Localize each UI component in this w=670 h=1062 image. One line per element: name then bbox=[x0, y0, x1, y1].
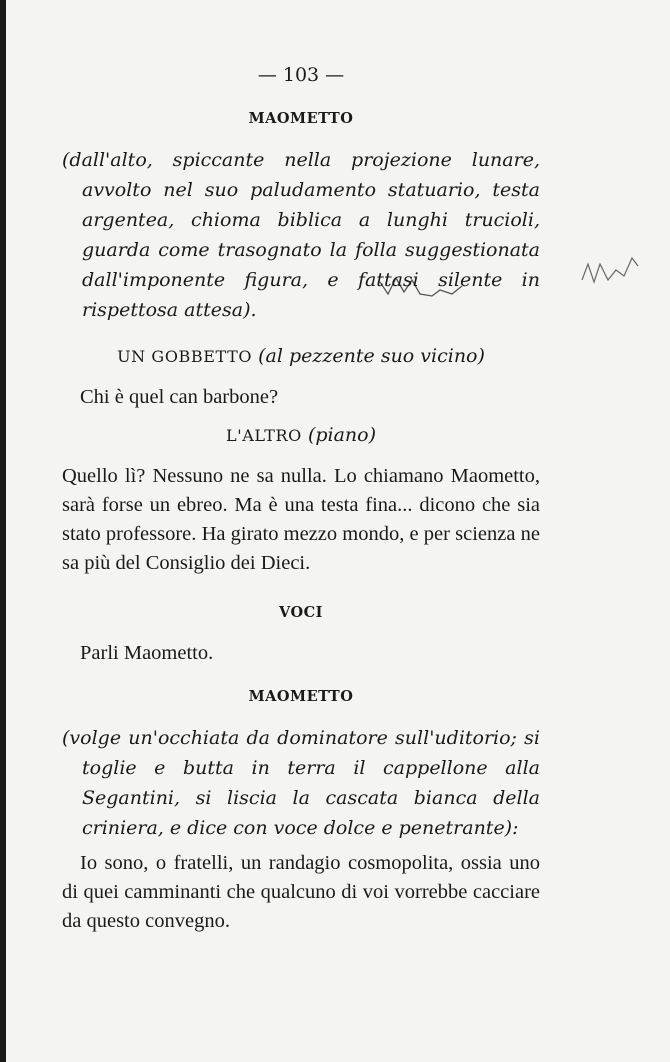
speaker-direction-gobbetto: (al pezzente suo vicino) bbox=[258, 345, 485, 367]
speaker-maometto-2: MAOMETTO bbox=[248, 688, 354, 705]
speaker-line-gobbetto bbox=[62, 345, 540, 367]
speaker-name-gobbetto: UN GOBBETTO bbox=[117, 347, 253, 366]
page-number: — 103 — bbox=[257, 64, 345, 86]
stage-direction-1: (dall'alto, spiccante nella projezione lunare, avvolto nel suo paludamento statuario, testa argentea, chioma biblica a lunghi trucioli, guarda come trasognato la folla suggestionata dall'imponente figura, e fattasi silente in rispettosa attesa). bbox=[62, 149, 540, 321]
stage-direction-2: (volge un'occhiata da dominatore sull'uditorio; si toglie e butta in terra il cappellone alla Segantini, si liscia la cascata bianca della criniera, e dice con voce dolce e penetrante): bbox=[62, 727, 540, 839]
speech-maometto: Io sono, o fratelli, un randagio cosmopolita, ossia uno di quei camminanti che qualcuno di voi vorrebbe cacciare da questo convegno. bbox=[62, 852, 540, 932]
page-content bbox=[62, 60, 540, 936]
speaker-voci: VOCI bbox=[279, 604, 323, 621]
page-edge bbox=[0, 0, 6, 1062]
speech-voci: Parli Maometto. bbox=[80, 642, 214, 664]
speaker-name-altro: L'ALTRO bbox=[225, 426, 302, 445]
margin-scribble bbox=[580, 250, 650, 290]
speech-altro: Quello lì? Nessuno ne sa nulla. Lo chiamano Maometto, sarà forse un ebreo. Ma è una testa fina... dicono che sia stato professore. Ha girato mezzo mondo, e per scienza ne sa più del Consiglio dei Dieci. bbox=[62, 465, 540, 574]
speaker-direction-altro: (piano) bbox=[307, 424, 377, 446]
speaker-maometto-1: MAOMETTO bbox=[248, 110, 354, 127]
speech-gobbetto: Chi è quel can barbone? bbox=[80, 386, 279, 408]
speaker-line-altro bbox=[62, 424, 540, 446]
